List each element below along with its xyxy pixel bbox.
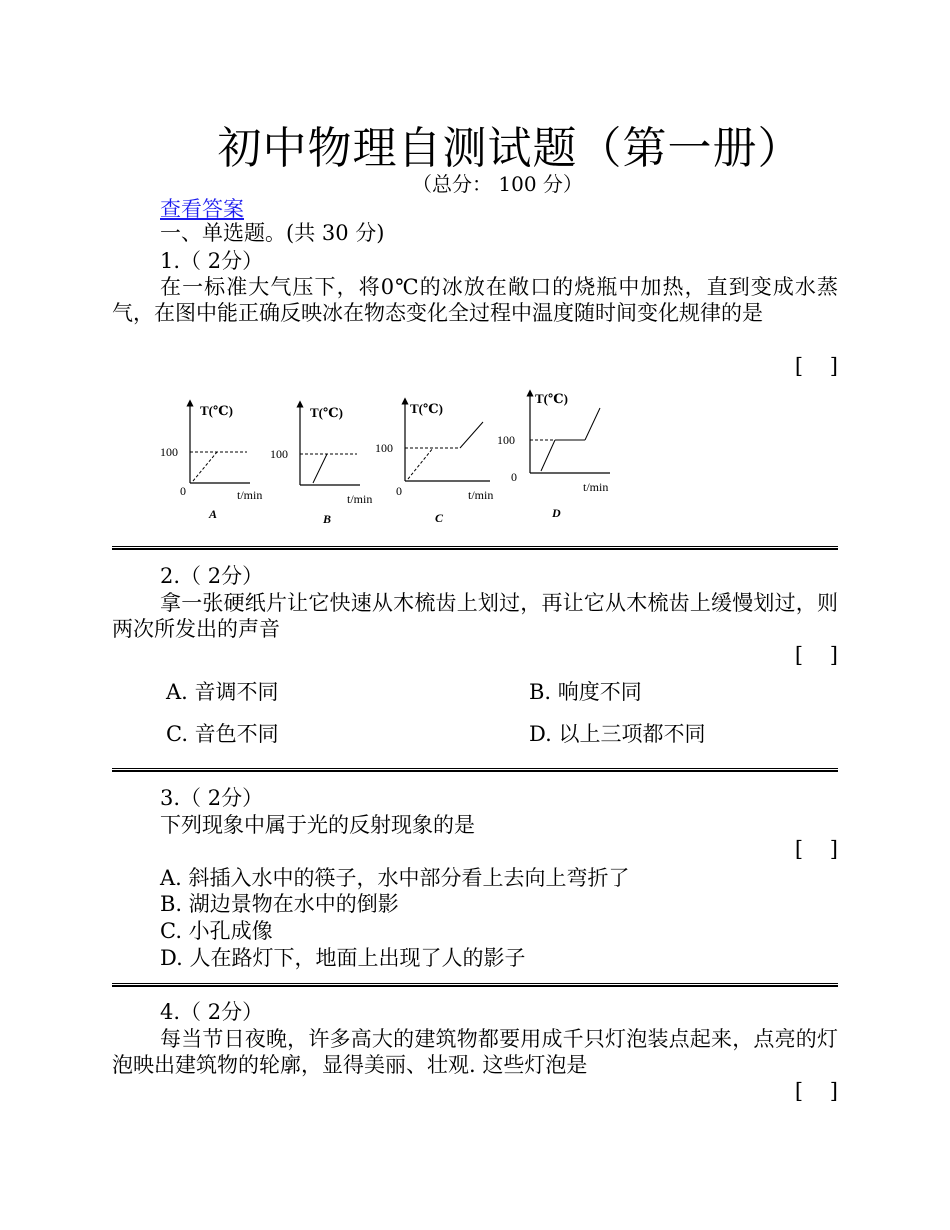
q1-answer-bracket: [ ] <box>794 354 838 378</box>
graph-a-origin: 0 <box>180 484 186 498</box>
q3-option-a[interactable]: A. 斜插入水中的筷子，水中部分看上去向上弯折了 <box>160 866 630 890</box>
divider <box>112 983 838 987</box>
graph-c-letter: C <box>435 511 444 525</box>
q3-option-d[interactable]: D. 人在路灯下，地面上出现了人的影子 <box>160 946 526 970</box>
graph-a[interactable] <box>160 403 262 521</box>
page-title: 初中物理自测试题（第一册） <box>217 123 803 174</box>
q4-answer-bracket: [ ] <box>794 1079 838 1103</box>
graph-c[interactable] <box>375 401 493 525</box>
q2-answer-bracket: [ ] <box>794 643 838 667</box>
q2-option-c[interactable]: C. 音色不同 <box>166 722 279 746</box>
graph-c-ylabel: T(℃) <box>410 401 443 416</box>
graph-a-ylabel: T(℃) <box>200 403 233 418</box>
graph-d-ylabel: T(℃) <box>535 391 568 406</box>
graph-d-xlabel: t/min <box>583 480 609 494</box>
graph-d-origin: 0 <box>511 470 517 484</box>
q2-option-d[interactable]: D. 以上三项都不同 <box>529 722 706 746</box>
total-score: （总分： 100 分） <box>412 172 583 196</box>
section-heading: 一、单选题。(共 30 分) <box>160 221 385 245</box>
graph-b-tick: 100 <box>270 447 288 461</box>
q3-text: 下列现象中属于光的反射现象的是 <box>160 813 475 837</box>
graph-c-origin: 0 <box>396 484 402 498</box>
graph-a-xlabel: t/min <box>237 488 263 502</box>
graph-c-tick: 100 <box>375 441 393 455</box>
q1-number: 1.（ 2分） <box>160 249 264 273</box>
q2-text: 拿一张硬纸片让它快速从木梳齿上划过，再让它从木梳齿上缓慢划过，则两次所发出的声音 <box>112 591 838 641</box>
graph-d[interactable] <box>497 391 610 520</box>
q1-text: 在一标准大气压下，将0℃的冰放在敞口的烧瓶中加热，直到变成水蒸气，在图中能正确反映冰在物态变化全过程中温度随时间变化规律的是 <box>112 275 838 325</box>
graph-d-letter: D <box>552 506 561 520</box>
q2-option-b[interactable]: B. 响度不同 <box>529 680 642 704</box>
q3-answer-bracket: [ ] <box>794 837 838 861</box>
graph-d-tick: 100 <box>497 433 515 447</box>
graph-b-xlabel: t/min <box>347 492 373 506</box>
divider <box>112 768 838 772</box>
q2-option-a[interactable]: A. 音调不同 <box>166 680 279 704</box>
q3-option-c[interactable]: C. 小孔成像 <box>160 919 273 943</box>
graph-c-xlabel: t/min <box>468 488 494 502</box>
view-answers-link[interactable]: 查看答案 <box>160 197 244 221</box>
graph-a-letter: A <box>209 507 218 521</box>
q3-option-b[interactable]: B. 湖边景物在水中的倒影 <box>160 892 399 916</box>
q4-number: 4.（ 2分） <box>160 1000 264 1024</box>
graph-a-tick: 100 <box>160 445 178 459</box>
q2-number: 2.（ 2分） <box>160 564 264 588</box>
graph-b-letter: B <box>323 512 332 526</box>
q3-number: 3.（ 2分） <box>160 786 264 810</box>
graph-b[interactable] <box>270 404 372 526</box>
divider <box>112 546 838 550</box>
q4-text: 每当节日夜晚，许多高大的建筑物都要用成千只灯泡装点起来，点亮的灯泡映出建筑物的轮廓，显得美丽、壮观. 这些灯泡是 <box>112 1027 838 1077</box>
q1-graph-options <box>155 388 625 528</box>
graph-b-ylabel: T(℃) <box>310 405 343 420</box>
